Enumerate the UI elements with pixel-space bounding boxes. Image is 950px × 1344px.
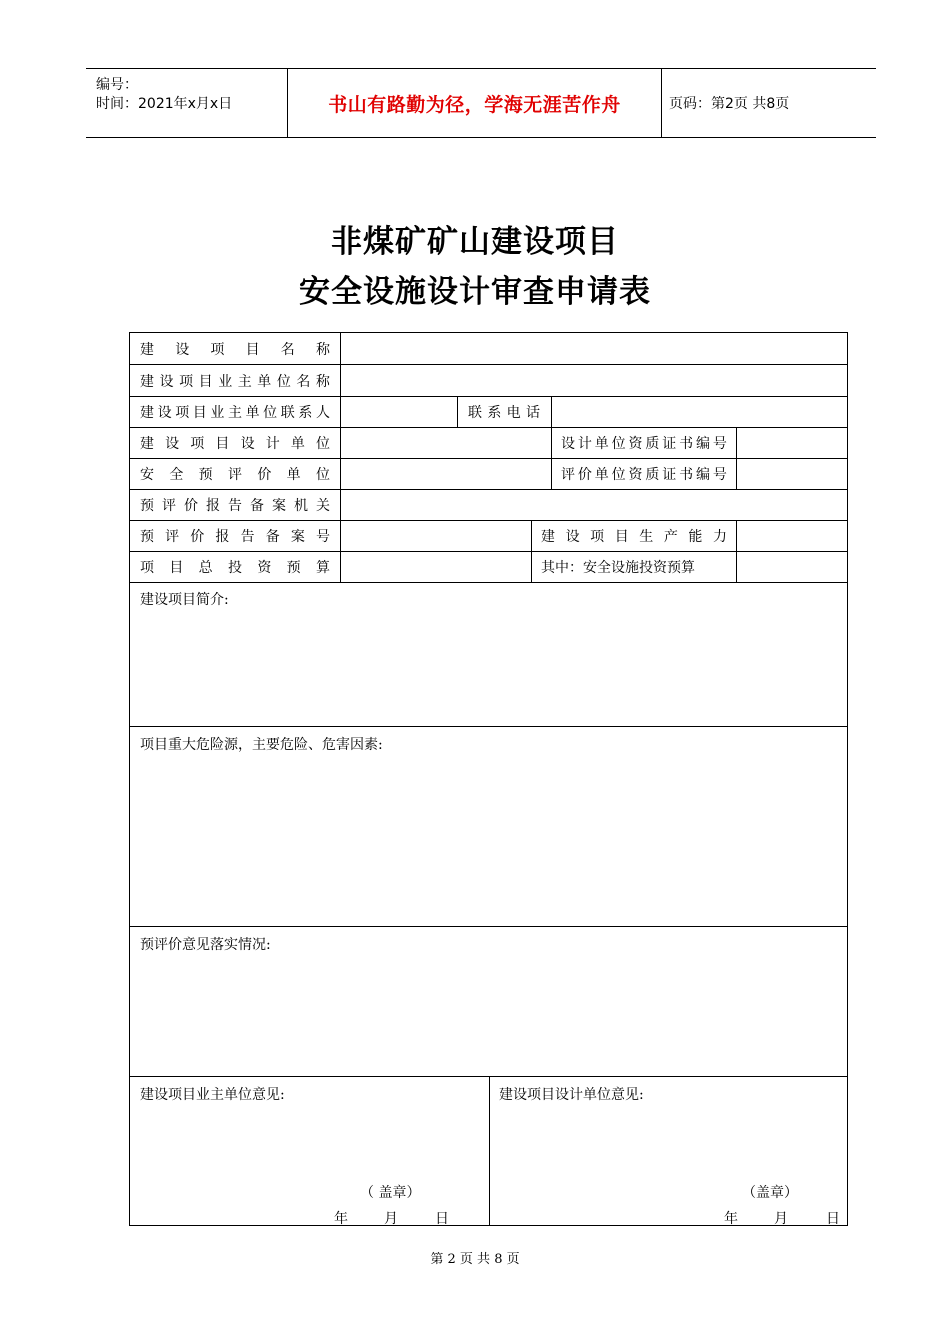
label-char: 证 (662, 435, 677, 452)
label-char: 质 (645, 466, 660, 483)
label-char: 设 (175, 341, 190, 358)
label-char: 单 (594, 435, 609, 452)
owner-date-year: 年 (334, 1211, 348, 1227)
label-char: 称 (315, 373, 330, 390)
header-motto-cell (287, 69, 662, 137)
label-char: 号 (712, 466, 727, 483)
label-char: 位 (315, 435, 330, 452)
serial-label: 编号： (96, 77, 138, 93)
label-char: 价 (577, 466, 592, 483)
label-char: 资 (628, 435, 643, 452)
header-page-cell (661, 69, 876, 137)
label-char: 计 (265, 435, 280, 452)
label-char: 建 (140, 373, 154, 390)
label-char: 总 (198, 559, 213, 576)
label-char: 目 (215, 435, 230, 452)
label-char: 备 (265, 528, 280, 545)
label-char: 计 (577, 435, 592, 452)
label-char: 位 (611, 466, 626, 483)
label-char: 评 (227, 466, 242, 483)
label-char: 单 (594, 466, 609, 483)
pre-eval-unit-label (140, 458, 330, 489)
label-char: 联 (280, 404, 295, 421)
label-char: 安 (140, 466, 154, 483)
label-char: 目 (245, 341, 260, 358)
label-char: 编 (696, 466, 710, 483)
report-filing-authority-label (140, 489, 330, 520)
label-char: 预 (198, 466, 213, 483)
label-char: 评 (162, 497, 176, 514)
label-char: 报 (215, 528, 230, 545)
label-char: 编 (696, 435, 710, 452)
owner-opinion-label: 建设项目业主单位意见: (140, 1087, 285, 1103)
label-char: 建 (140, 341, 154, 358)
project-name-label (140, 333, 330, 364)
label-char: 质 (645, 435, 660, 452)
hazards-label: 项目重大危险源，主要危险、危害因素: (140, 737, 383, 753)
pre-eval-implementation-label: 预评价意见落实情况: (140, 937, 271, 953)
label-char: 称 (315, 341, 330, 358)
label-char: 算 (315, 559, 330, 576)
design-cert-label (561, 427, 727, 458)
label-char: 设 (157, 404, 172, 421)
label-char: 项 (190, 435, 205, 452)
label-char: 设 (165, 435, 180, 452)
time-label: 时间：2021年x月x日 (96, 96, 233, 112)
column-line (736, 520, 737, 582)
contact-phone-label (468, 396, 540, 427)
owner-unit-name-label (140, 365, 330, 396)
owner-seal: （ 盖章） (360, 1185, 421, 1201)
label-char: 预 (286, 559, 301, 576)
label-char: 建 (541, 528, 555, 545)
label-char: 机 (294, 497, 308, 514)
label-char: 系 (487, 404, 502, 421)
label-char: 全 (169, 466, 184, 483)
application-form (129, 332, 848, 1226)
label-char: 告 (240, 528, 255, 545)
label-char: 能 (688, 528, 703, 545)
label-char: 单 (290, 435, 305, 452)
label-char: 目 (198, 373, 213, 390)
label-char: 目 (192, 404, 207, 421)
designer-seal: （盖章） (742, 1185, 798, 1201)
column-line (340, 333, 341, 582)
label-char: 力 (712, 528, 727, 545)
label-char: 目 (169, 559, 184, 576)
label-char: 案 (272, 497, 286, 514)
label-char: 建 (140, 404, 154, 421)
label-char: 项 (175, 404, 190, 421)
label-char: 单 (286, 466, 301, 483)
label-char: 评 (561, 466, 575, 483)
row-line (130, 582, 847, 583)
label-char: 位 (315, 466, 330, 483)
label-char: 告 (228, 497, 242, 514)
project-intro-label: 建设项目简介: (140, 592, 229, 608)
label-char: 设 (240, 435, 255, 452)
designer-date-month: 月 (774, 1211, 788, 1227)
label-char: 主 (237, 373, 252, 390)
document-header (86, 68, 876, 138)
column-line (551, 427, 552, 489)
label-char: 话 (525, 404, 540, 421)
label-char: 证 (662, 466, 677, 483)
label-char: 项 (179, 373, 194, 390)
label-char: 项 (590, 528, 605, 545)
label-char: 设 (561, 435, 575, 452)
title-line-2: 安全设施设计审查申请表 (299, 274, 651, 310)
column-line (531, 520, 532, 582)
label-char: 联 (468, 404, 482, 421)
label-char: 投 (227, 559, 242, 576)
label-char: 名 (296, 373, 311, 390)
label-char: 名 (280, 341, 295, 358)
label-char: 项 (140, 559, 154, 576)
column-line (457, 396, 458, 427)
column-line (489, 1076, 490, 1226)
label-char: 号 (315, 528, 330, 545)
label-char: 系 (298, 404, 313, 421)
label-char: 设 (159, 373, 174, 390)
owner-date-month: 月 (384, 1211, 398, 1227)
label-char: 备 (250, 497, 264, 514)
header-meta (86, 69, 286, 137)
label-char: 位 (276, 373, 291, 390)
owner-contact-label (140, 396, 330, 427)
header-page-info: 页码：第2页 共8页 (669, 96, 790, 112)
label-char: 预 (140, 497, 154, 514)
label-char: 电 (506, 404, 521, 421)
label-char: 单 (257, 373, 272, 390)
label-char: 项 (210, 341, 225, 358)
label-char: 建 (140, 435, 154, 452)
eval-cert-label (561, 458, 727, 489)
label-char: 产 (663, 528, 678, 545)
report-filing-number-label (140, 520, 330, 551)
label-char: 业 (218, 373, 233, 390)
production-capacity-label (541, 520, 727, 551)
label-char: 价 (184, 497, 198, 514)
label-char: 生 (639, 528, 654, 545)
label-char: 价 (257, 466, 272, 483)
page-footer: 第 2 页 共 8 页 (430, 1252, 520, 1267)
label-char: 目 (614, 528, 629, 545)
label-char: 预 (140, 528, 154, 545)
label-char: 号 (712, 435, 727, 452)
designer-opinion-label: 建设项目设计单位意见: (499, 1087, 644, 1103)
section-line (130, 926, 847, 927)
owner-date-day: 日 (435, 1211, 449, 1227)
label-char: 资 (257, 559, 272, 576)
title-line-1: 非煤矿矿山建设项目 (331, 224, 619, 260)
label-char: 主 (227, 404, 242, 421)
total-investment-label (140, 551, 330, 582)
safety-investment-label: 其中：安全设施投资预算 (541, 559, 695, 576)
label-char: 位 (263, 404, 278, 421)
designer-date-year: 年 (724, 1211, 738, 1227)
section-line (130, 726, 847, 727)
design-unit-label (140, 427, 330, 458)
column-line (736, 427, 737, 489)
label-char: 书 (679, 466, 694, 483)
label-char: 业 (210, 404, 225, 421)
designer-date-day: 日 (826, 1211, 840, 1227)
label-char: 单 (245, 404, 260, 421)
label-char: 报 (206, 497, 220, 514)
label-char: 位 (611, 435, 626, 452)
label-char: 书 (679, 435, 694, 452)
header-motto: 书山有路勤为径，学海无涯苦作舟 (328, 93, 621, 116)
label-char: 设 (565, 528, 580, 545)
label-char: 关 (316, 497, 330, 514)
label-char: 价 (190, 528, 205, 545)
label-char: 人 (315, 404, 330, 421)
label-char: 评 (165, 528, 180, 545)
label-char: 资 (628, 466, 643, 483)
label-char: 案 (290, 528, 305, 545)
column-line (551, 396, 552, 427)
